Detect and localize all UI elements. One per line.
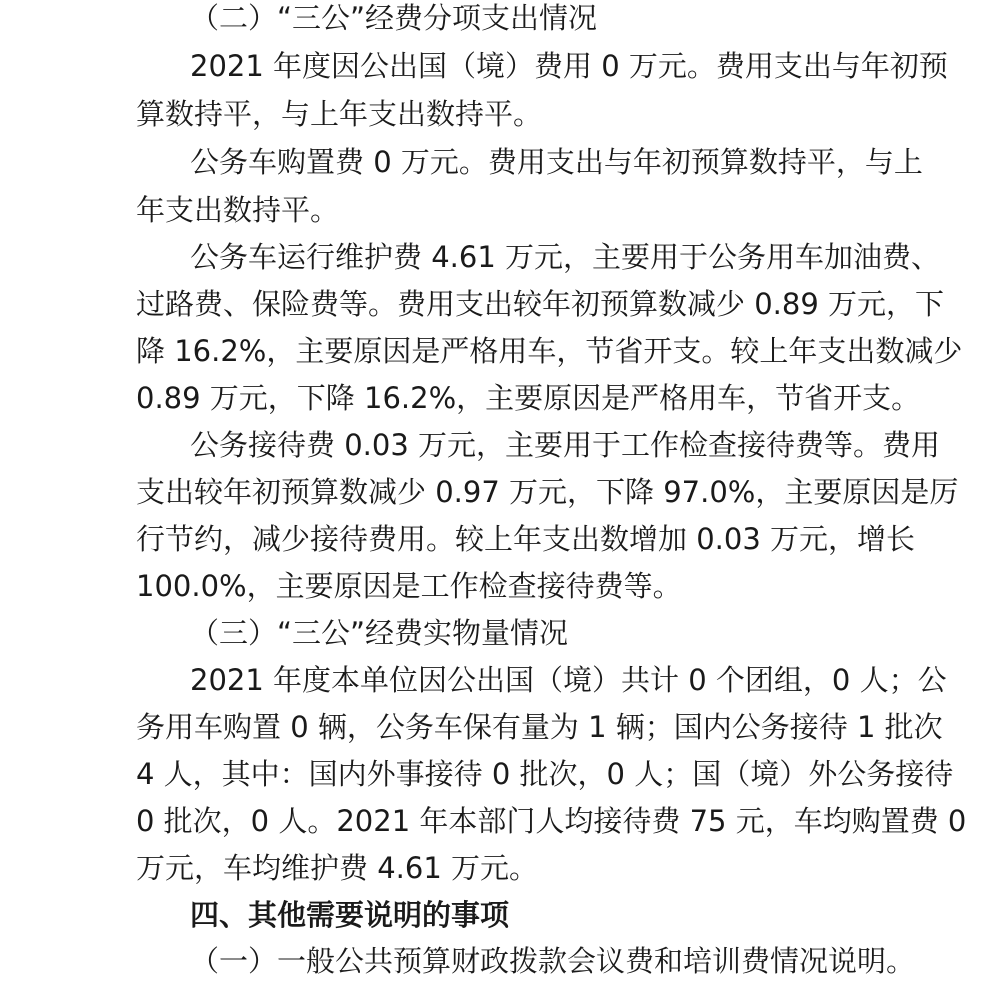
section-heading-3: （三）“三公”经费实物量情况 <box>190 616 569 650</box>
paragraph-line: 公务车购置费 0 万元。费用支出与年初预算数持平，与上 <box>190 145 923 179</box>
paragraph-line: 100.0%，主要原因是工作检查接待费等。 <box>136 569 682 603</box>
paragraph-line: 万元，车均维护费 4.61 万元。 <box>136 851 539 885</box>
paragraph-line: 公务车运行维护费 4.61 万元，主要用于公务用车加油费、 <box>190 240 941 274</box>
section-heading-4: 四、其他需要说明的事项 <box>190 898 510 932</box>
paragraph-line: 4 人，其中：国内外事接待 0 批次，0 人；国（境）外公务接待 <box>136 757 954 791</box>
paragraph-line: 年支出数持平。 <box>136 193 340 227</box>
section-heading-2: （二）“三公”经费分项支出情况 <box>190 1 598 35</box>
paragraph-line: 2021 年度因公出国（境）费用 0 万元。费用支出与年初预 <box>190 49 948 83</box>
paragraph-line: 2021 年度本单位因公出国（境）共计 0 个团组，0 人；公 <box>190 663 947 697</box>
paragraph-line: 支出较年初预算数减少 0.97 万元，下降 97.0%，主要原因是厉 <box>136 475 959 509</box>
paragraph-line: 0.89 万元，下降 16.2%，主要原因是严格用车，节省开支。 <box>136 381 921 415</box>
paragraph-line: 务用车购置 0 辆，公务车保有量为 1 辆；国内公务接待 1 批次 <box>136 710 943 744</box>
subsection-heading-1: （一）一般公共预算财政拨款会议费和培训费情况说明。 <box>190 944 916 978</box>
paragraph-line: 过路费、保险费等。费用支出较年初预算数减少 0.89 万元，下 <box>136 287 945 321</box>
paragraph-line: 降 16.2%，主要原因是严格用车，节省开支。较上年支出数减少 <box>136 334 963 368</box>
paragraph-line: 行节约，减少接待费用。较上年支出数增加 0.03 万元，增长 <box>136 522 916 556</box>
paragraph-line: 0 批次，0 人。2021 年本部门人均接待费 75 元，车均购置费 0 <box>136 804 967 838</box>
paragraph-line: 算数持平，与上年支出数持平。 <box>136 97 543 131</box>
paragraph-line: 公务接待费 0.03 万元，主要用于工作检查接待费等。费用 <box>190 428 941 462</box>
